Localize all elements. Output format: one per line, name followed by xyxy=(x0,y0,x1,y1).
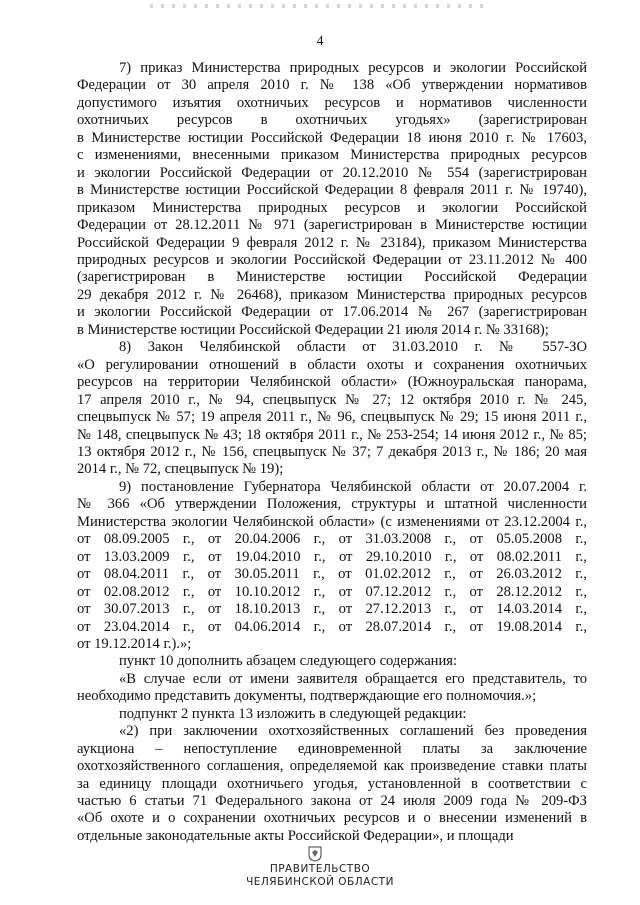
text-line: аукциона – непоступление единовременной платы за заключение xyxy=(77,740,587,757)
date-value: 20.04.2006 xyxy=(234,531,301,548)
date-suffix: г., xyxy=(575,601,587,618)
text-line: за единицу площади охотничьего угодья, установленной в соответствии с xyxy=(77,775,587,792)
date-prefix: от xyxy=(338,531,353,548)
date-value: 23.04.2014 xyxy=(103,618,170,635)
date-suffix: г., xyxy=(313,548,326,565)
date-row xyxy=(77,531,587,548)
date-value: 29.10.2010 xyxy=(365,548,432,565)
text-line: 7) приказ Министерства природных ресурсов и экологии Российской xyxy=(119,60,587,76)
date-suffix: г., xyxy=(444,548,457,565)
date-suffix: г., xyxy=(313,618,326,635)
paragraph-item-8 xyxy=(77,339,587,479)
date-prefix: от xyxy=(77,566,91,583)
page-number: 4 xyxy=(316,34,324,49)
date-value: 19.08.2014 xyxy=(496,618,562,635)
date-value: 08.02.2011 xyxy=(496,548,562,565)
date-suffix: г., xyxy=(444,601,457,618)
date-suffix: г., xyxy=(182,548,195,565)
paragraph-item-9-end: от 19.12.2014 г.).»; xyxy=(77,635,192,652)
date-prefix: от xyxy=(207,618,222,635)
date-row xyxy=(77,566,587,583)
date-suffix: г., xyxy=(444,618,457,635)
date-prefix: от xyxy=(469,583,483,600)
date-suffix: г., xyxy=(444,566,456,583)
date-value: 14.03.2014 xyxy=(496,601,562,618)
text-line: и экологии Российской Федерации от 17.06.2014 № 267 (зарегистрирован xyxy=(77,304,587,321)
footer-line-region: ЧЕЛЯБИНСКОЙ ОБЛАСТИ xyxy=(246,876,394,888)
point10-instruction: пункт 10 дополнить абзацем следующего содержания: xyxy=(119,653,458,670)
date-value: 08.09.2005 xyxy=(103,531,170,548)
date-prefix: от xyxy=(469,601,483,618)
date-suffix: г., xyxy=(575,548,587,565)
text-line: Федерации от 30 апреля 2010 г. № 138 «Об утверждении нормативов xyxy=(77,77,587,94)
date-value: 13.03.2009 xyxy=(103,548,170,565)
date-suffix: г., xyxy=(313,583,326,600)
text-line: «В случае если от имени заявителя обращается его представитель, то xyxy=(119,670,587,687)
date-row xyxy=(77,601,587,618)
date-prefix: от xyxy=(77,548,91,565)
date-value: 19.04.2010 xyxy=(234,548,301,565)
date-suffix: г., xyxy=(575,531,587,548)
amendment-dates-table xyxy=(77,531,587,636)
date-prefix: от xyxy=(207,548,222,565)
date-prefix: от xyxy=(469,566,483,583)
text-line: охотхозяйственного соглашения, определяемой как произведение ставки платы xyxy=(77,758,587,775)
date-value: 30.05.2011 xyxy=(234,566,300,583)
text-line: и экологии Российской Федерации от 20.12.2010 № 554 (зарегистрирован xyxy=(77,164,587,181)
text-line: природных ресурсов и экологии Российской Федерации от 23.11.2012 № 400 xyxy=(77,251,587,268)
text-line: в Министерстве юстиции Российской Федерации 21 июля 2014 г. № 33168); xyxy=(77,321,549,338)
text-line: (зарегистрирован в Министерстве юстиции Российской Федерации xyxy=(77,269,587,286)
text-line: «Об охоте и о сохранении охотничьих ресурсов и о внесении изменений в xyxy=(77,810,587,827)
document-body xyxy=(77,60,587,845)
date-prefix: от xyxy=(469,531,483,548)
text-line: необходимо представить документы, подтверждающие его полномочия.»; xyxy=(77,688,537,705)
text-line: отдельные законодательные акты Российской Федерации», и площади xyxy=(77,827,514,844)
date-prefix: от xyxy=(338,566,352,583)
date-suffix: г., xyxy=(182,531,195,548)
date-suffix: г., xyxy=(313,601,326,618)
date-value: 02.08.2012 xyxy=(103,583,170,600)
date-value: 10.10.2012 xyxy=(234,583,301,600)
date-value: 18.10.2013 xyxy=(234,601,301,618)
date-value: 28.07.2014 xyxy=(365,618,432,635)
text-line: приказом Министерства природных ресурсов и экологии Российской xyxy=(77,199,587,216)
date-value: 08.04.2011 xyxy=(103,566,170,583)
text-line: № 366 «Об утверждении Положения, структуры и штатной численности xyxy=(77,496,587,513)
text-line: 9) постановление Губернатора Челябинской области от 20.07.2004 г. xyxy=(119,478,587,495)
date-prefix: от xyxy=(338,601,353,618)
date-suffix: г., xyxy=(182,583,195,600)
date-value: 31.03.2008 xyxy=(365,531,432,548)
date-suffix: г., xyxy=(444,531,457,548)
text-line: 2014 г., № 72, спецвыпуск № 19); xyxy=(77,461,284,478)
text-line: с изменениями, внесенными приказом Министерства природных ресурсов xyxy=(77,147,587,164)
date-prefix: от xyxy=(77,583,91,600)
date-prefix: от xyxy=(207,566,222,583)
text-line: ресурсов на территории Челябинской области» (Южноуральская панорама, xyxy=(77,374,587,391)
date-prefix: от xyxy=(77,618,91,635)
text-line: 29 декабря 2012 г. № 26468), приказом Министерства природных ресурсов xyxy=(77,286,587,303)
text-line: № 148, спецвыпуск № 43; 18 октября 2011 г., № 253-254; 14 июня 2012 г., № 85; xyxy=(77,426,587,443)
date-prefix: от xyxy=(207,531,222,548)
text-line: Российской Федерации 9 февраля 2012 г. № 23184), приказом Министерства xyxy=(77,234,587,251)
date-prefix: от xyxy=(207,601,222,618)
text-line: 17 апреля 2010 г., № 94, спецвыпуск № 27; 12 октября 2010 г. № 245, xyxy=(77,391,587,408)
text-line: «О регулировании отношений в области охоты и сохранения охотничьих xyxy=(77,356,587,373)
date-value: 26.03.2012 xyxy=(496,566,562,583)
date-prefix: от xyxy=(77,531,91,548)
paragraph-item-7 xyxy=(77,60,587,339)
date-row xyxy=(77,584,587,601)
scan-noise xyxy=(150,4,490,8)
date-prefix: от xyxy=(77,601,91,618)
text-line: Федерации от 28.12.2011 № 971 (зарегистрирован в Министерстве юстиции xyxy=(77,217,587,234)
date-suffix: г., xyxy=(182,618,195,635)
date-prefix: от xyxy=(207,583,222,600)
date-prefix: от xyxy=(338,548,353,565)
date-suffix: г., xyxy=(313,531,326,548)
date-row xyxy=(77,549,587,566)
paragraph-item-9 xyxy=(77,479,587,531)
date-row xyxy=(77,619,587,636)
text-line: 13 октября 2012 г., № 156, спецвыпуск № 37; 7 декабря 2013 г., № 186; 20 мая xyxy=(77,443,587,460)
text-line: допустимого изъятия охотничьих ресурсов и нормативов численности xyxy=(77,94,587,111)
text-line: в Министерстве юстиции Российской Федерации 8 февраля 2011 г. № 19740), xyxy=(77,182,587,199)
footer-line-government: ПРАВИТЕЛЬСТВО xyxy=(269,863,371,875)
footer-stamp xyxy=(0,846,640,896)
date-value: 04.06.2014 xyxy=(234,618,301,635)
point10-text xyxy=(77,671,587,706)
text-line: в Министерстве юстиции Российской Федерации 18 июня 2010 г. № 17603, xyxy=(77,129,587,146)
point13-instruction: подпункт 2 пункта 13 изложить в следующей редакции: xyxy=(119,705,467,722)
date-prefix: от xyxy=(338,583,353,600)
date-prefix: от xyxy=(338,618,353,635)
date-value: 28.12.2012 xyxy=(496,583,562,600)
text-line: «2) при заключении охотхозяйственных соглашений без проведения xyxy=(119,723,587,740)
text-line: охотничьих ресурсов в охотничьих угодьях» (зарегистрирован xyxy=(77,112,587,129)
date-suffix: г., xyxy=(575,618,587,635)
coat-of-arms-icon xyxy=(308,846,322,862)
date-suffix: г., xyxy=(575,583,587,600)
date-value: 27.12.2013 xyxy=(365,601,432,618)
date-value: 01.02.2012 xyxy=(365,566,431,583)
text-line: Министерства экологии Челябинской области» (с изменениями от 23.12.2004 г., xyxy=(77,513,587,530)
date-prefix: от xyxy=(469,548,484,565)
date-prefix: от xyxy=(469,618,483,635)
text-line: спецвыпуск № 57; 19 апреля 2011 г., № 96, спецвыпуск № 29; 15 июня 2011 г., xyxy=(77,409,587,426)
text-line: 8) Закон Челябинской области от 31.03.2010 г. № 557-ЗО xyxy=(119,339,587,356)
date-suffix: г., xyxy=(575,566,587,583)
date-suffix: г., xyxy=(182,601,195,618)
date-suffix: г., xyxy=(313,566,325,583)
date-suffix: г., xyxy=(444,583,457,600)
date-value: 07.12.2012 xyxy=(365,583,432,600)
point13-text xyxy=(77,723,587,845)
text-line: частью 6 статьи 71 Федерального закона от 24 июля 2009 года № 209-ФЗ xyxy=(77,793,587,810)
date-value: 30.07.2013 xyxy=(103,601,170,618)
date-suffix: г., xyxy=(182,566,195,583)
date-value: 05.05.2008 xyxy=(496,531,562,548)
